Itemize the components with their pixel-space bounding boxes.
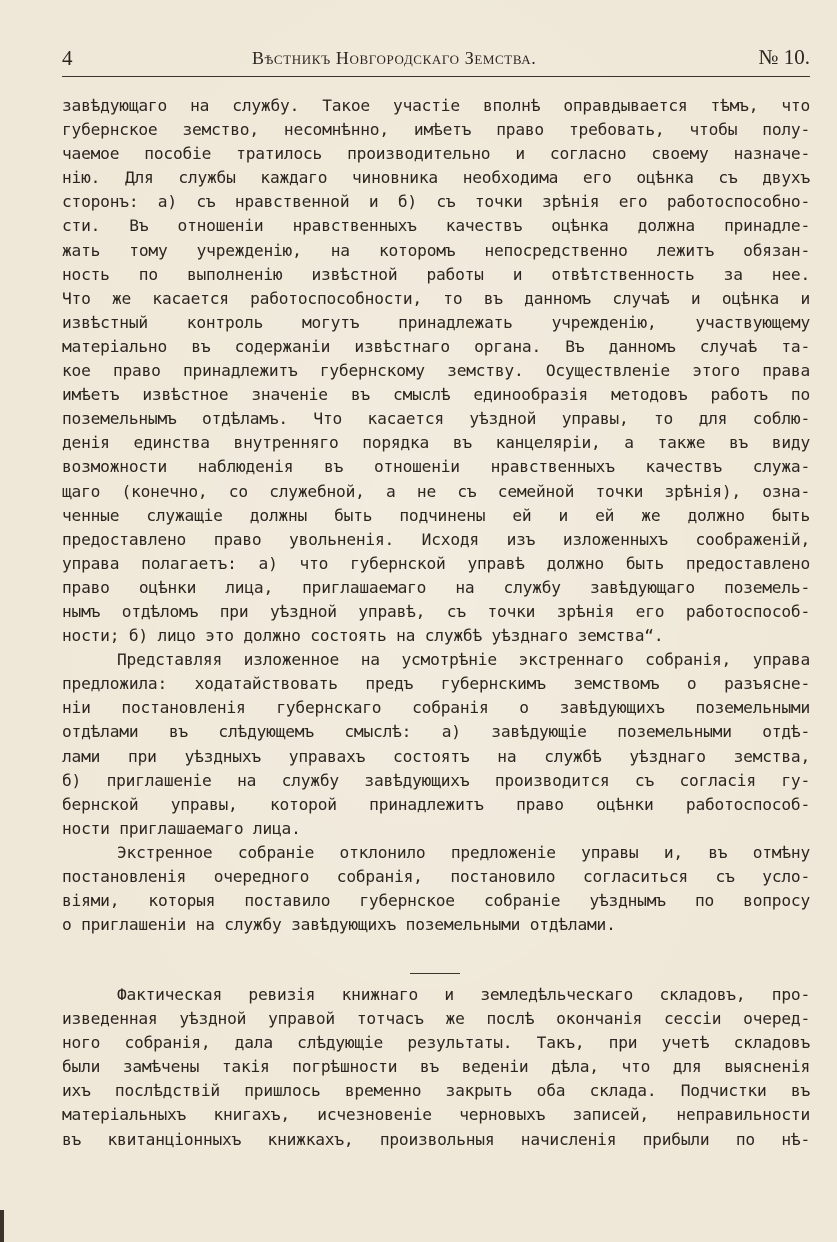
text-line: завѣдующаго на службу. Такое участіе вполнѣ оправдывается тѣмъ, что — [62, 96, 810, 115]
text-line: изведенная уѣздной управой тотчасъ же послѣ окончанія сессіи очеред- — [62, 1009, 810, 1029]
paragraph-3 — [62, 841, 810, 937]
text-line: нымъ отдѣломъ при уѣздной управѣ, съ точки зрѣнія его работоспособ- — [62, 601, 810, 621]
text-line: ность по выполненію извѣстной работы и отвѣтственность за нее. — [62, 264, 810, 284]
text-line: Фактическая ревизія книжнаго и земледѣльческаго складовъ, про- — [117, 985, 810, 1004]
text-line: ности приглашаемаго лица. — [62, 818, 301, 838]
text-line: щаго (конечно, со служебной, а не съ семейной точки зрѣнія), озна- — [62, 481, 810, 501]
binding-edge — [0, 1210, 4, 1242]
section-divider — [410, 973, 460, 974]
text-line: віями, которыя поставило губернское собраніе уѣзднымъ по вопросу — [62, 891, 810, 911]
text-line: предоставлено право увольненія. Исходя изъ изложенныхъ соображеній, — [62, 529, 810, 549]
text-line: управа полагаетъ: а) что губернской управѣ должно быть предоставлено — [62, 553, 810, 573]
text-line: предложила: ходатайствовать предъ губернскимъ земствомъ о разъясне- — [62, 674, 810, 694]
text-line: кое право принадлежитъ губернскому земству. Осуществленіе этого права — [62, 361, 810, 381]
page-number: 4 — [62, 46, 73, 70]
text-line: матеріальныхъ книгахъ, исчезновеніе черновыхъ записей, неправильности — [62, 1105, 810, 1125]
text-line: губернское земство, несомнѣнно, имѣетъ право требовать, чтобы полу- — [62, 120, 810, 140]
text-line: ности; б) лицо это должно состоять на службѣ уѣзднаго земства“. — [62, 626, 664, 646]
text-line: ного собранія, дала слѣдующіе результаты. Такъ, при учетѣ складовъ — [62, 1033, 810, 1053]
text-line: Экстренное собраніе отклонило предложеніе управы и, въ отмѣну — [117, 842, 810, 862]
paragraph-2 — [62, 648, 810, 841]
journal-title: Вѣстникъ Новгородскаго Земства. — [252, 48, 537, 68]
text-line: бернской управы, которой принадлежитъ право оцѣнки работоспособ- — [62, 794, 810, 814]
text-line: нію. Для службы каждаго чиновника необходима его оцѣнка съ двухъ — [62, 168, 810, 188]
text-line: были замѣчены такія погрѣшности въ веденіи дѣла, что для выясненія — [62, 1057, 810, 1077]
page-header — [62, 40, 810, 77]
text-line: ихъ послѣдствій пришлось временно закрыть оба склада. Подчистки въ — [62, 1081, 810, 1101]
text-line: о приглашеніи на службу завѣдующихъ поземельными отдѣлами. — [62, 915, 616, 935]
text-line: поземельнымъ отдѣламъ. Что касается уѣздной управы, то для соблю- — [62, 409, 810, 429]
text-line: лами при уѣздныхъ управахъ состоятъ на службѣ уѣзднаго земства, — [62, 746, 810, 766]
text-line: Что же касается работоспособности, то въ данномъ случаѣ и оцѣнка и — [62, 288, 810, 308]
text-line: отдѣлами въ слѣдующемъ смыслѣ: а) завѣдующіе поземельными отдѣ- — [62, 722, 810, 742]
text-line: сти. Въ отношеніи нравственныхъ качествъ оцѣнка должна принадле- — [62, 216, 810, 236]
text-line: возможности наблюденія въ отношеніи нравственныхъ качествъ служа- — [62, 457, 810, 477]
text-line: въ квитанціонныхъ книжкахъ, произвольныя начисленія прибыли по нѣ- — [62, 1129, 810, 1149]
article-section-1 — [62, 94, 810, 937]
text-line: жать тому учрежденію, на которомъ непосредственно лежитъ обязан- — [62, 240, 810, 260]
text-line: чаемое пособіе тратилось производительно и согласно своему назначе- — [62, 144, 810, 164]
text-line: сторонъ: а) съ нравственной и б) съ точки зрѣнія его работоспособно- — [62, 192, 810, 212]
text-line: ченные служащіе должны быть подчинены ей и ей же должно быть — [62, 505, 810, 525]
text-line: постановленія очередного собранія, постановило согласиться съ усло- — [62, 867, 810, 886]
text-line: извѣстный контроль могутъ принадлежать учрежденію, участвующему — [62, 312, 810, 332]
text-line: матеріально въ содержаніи извѣстнаго органа. Въ данномъ случаѣ та- — [62, 336, 810, 356]
text-line: право оцѣнки лица, приглашаемаго на службу завѣдующаго поземель- — [62, 577, 810, 597]
issue-number: № 10. — [758, 45, 810, 69]
text-line: б) приглашеніе на службу завѣдующихъ производится съ согласія гу- — [62, 770, 810, 790]
text-line: Представляя изложенное на усмотрѣніе экстреннаго собранія, управа — [117, 650, 810, 670]
text-line: имѣетъ извѣстное значеніе въ смыслѣ единообразія методовъ работъ по — [62, 385, 810, 405]
paragraph-1 — [62, 94, 810, 648]
article-section-2 — [62, 983, 810, 1152]
text-line: денія единства внутренняго порядка въ канцеляріи, а также въ виду — [62, 433, 810, 453]
text-line: ніи постановленія губернскаго собранія о завѣдующихъ поземельными — [62, 698, 810, 718]
